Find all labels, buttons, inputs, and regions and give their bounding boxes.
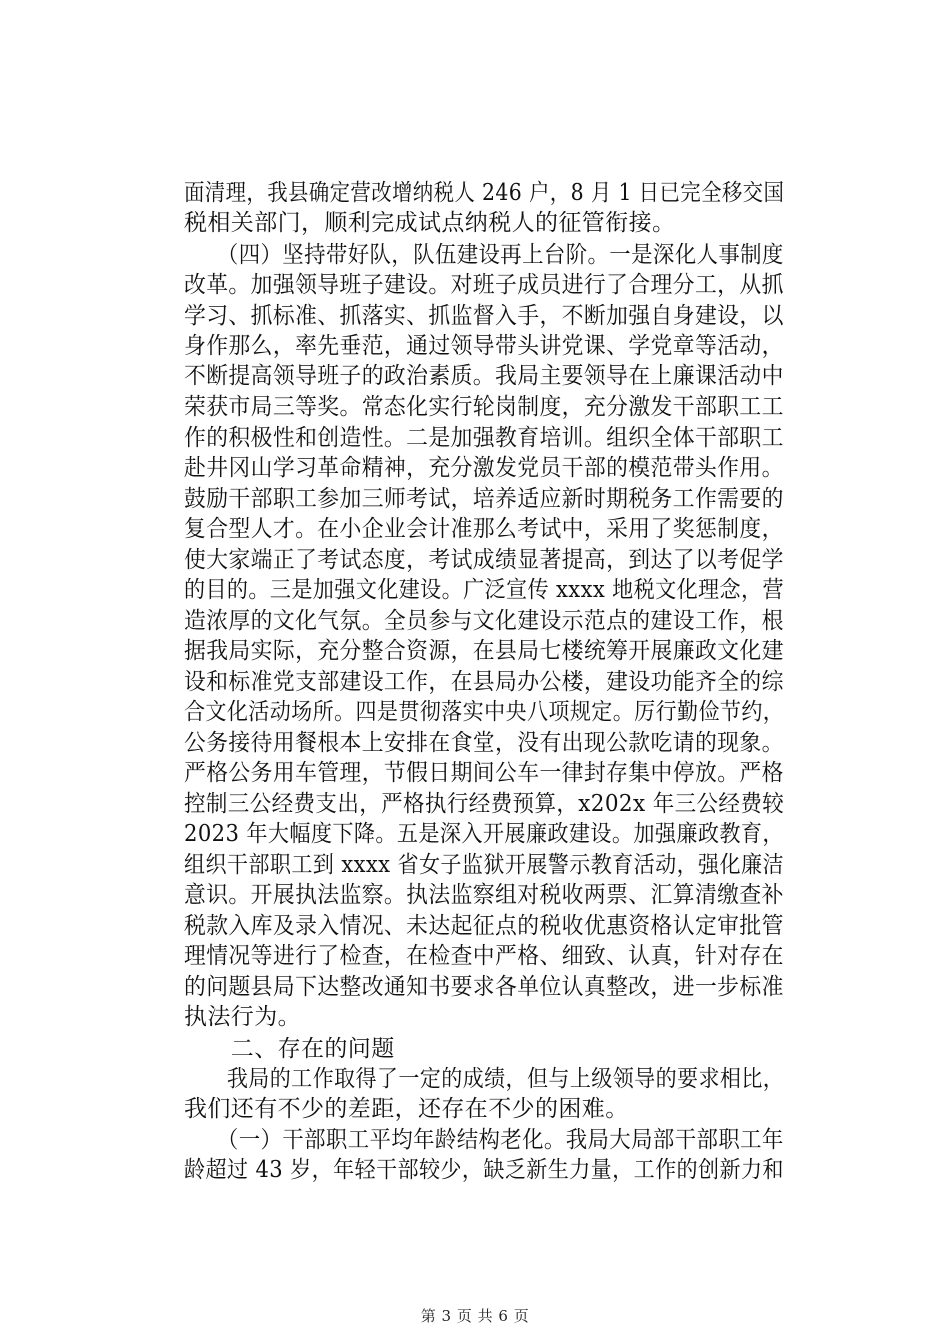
text-line: 使大家端正了考试态度，考试成绩显著提高，到达了以考促学 [184,547,784,573]
text-line: 的目的。三是加强文化建设。广泛宣传 xxxx 地税文化理念，营 [184,577,784,603]
text-line: 公务接待用餐根本上安排在食堂，没有出现公款吃请的现象。 [184,730,784,756]
text-line: （四）坚持带好队，队伍建设再上台阶。一是深化人事制度 [184,242,784,268]
text-line: 据我局实际，充分整合资源，在县局七楼统筹开展廉政文化建 [184,638,784,664]
page-footer: 第 3 页 共 6 页 [420,1307,530,1325]
text-line: 理情况等进行了检查，在检查中严格、细致、认真，针对存在 [184,943,784,969]
text-line: 的问题县局下达整改通知书要求各单位认真整改，进一步标准 [184,974,784,1000]
text-line: 设和标准党支部建设工作，在县局办公楼，建设功能齐全的综 [184,669,784,695]
text-line: 控制三公经费支出，严格执行经费预算，x202x 年三公经费较 [184,791,785,817]
text-line: 学习、抓标准、抓落实、抓监督入手，不断加强自身建设，以 [184,303,784,329]
section-heading: 二、存在的问题 [184,1036,395,1062]
text-line: 复合型人才。在小企业会计准那么考试中，采用了奖惩制度， [184,516,784,542]
text-line: （一）干部职工平均年龄结构老化。我局大局部干部职工年 [184,1127,784,1153]
text-line: 龄超过 43 岁，年轻干部较少，缺乏新生力量，工作的创新力和 [184,1157,784,1183]
text-line: 改革。加强领导班子建设。对班子成员进行了合理分工，从抓 [184,272,784,298]
text-line: 荣获市局三等奖。常态化实行轮岗制度，充分激发干部职工工 [184,394,784,420]
text-line: 造浓厚的文化气氛。全员参与文化建设示范点的建设工作，根 [184,608,784,634]
text-line: 面清理，我县确定营改增纳税人 246 户，8 月 1 日已完全移交国 [184,180,785,206]
text-line: 作的积极性和创造性。二是加强教育培训。组织全体干部职工 [184,425,784,451]
text-line: 严格公务用车管理，节假日期间公车一律封存集中停放。严格 [184,760,784,786]
text-line: 身作那么，率先垂范，通过领导带头讲党课、学党章等活动， [184,333,784,359]
text-line: 税相关部门，顺利完成试点纳税人的征管衔接。 [184,210,676,236]
text-line: 意识。开展执法监察。执法监察组对税收两票、汇算清缴查补 [184,882,784,908]
text-line: 不断提高领导班子的政治素质。我局主要领导在上廉课活动中 [184,363,784,389]
text-line: 鼓励干部职工参加三师考试，培养适应新时期税务工作需要的 [184,486,784,512]
text-line: 税款入库及录入情况、未达起征点的税收优惠资格认定审批管 [184,913,784,939]
text-line: 我们还有不少的差距，还存在不少的困难。 [184,1096,629,1122]
text-line: 合文化活动场所。四是贯彻落实中央八项规定。厉行勤俭节约， [184,699,785,725]
text-line: 我局的工作取得了一定的成绩，但与上级领导的要求相比， [184,1066,785,1092]
text-line: 执法行为。 [184,1004,301,1030]
text-line: 2023 年大幅度下降。五是深入开展廉政建设。加强廉政教育， [184,821,784,847]
text-line: 赴井冈山学习革命精神，充分激发党员干部的模范带头作用。 [184,455,784,481]
text-line: 组织干部职工到 xxxx 省女子监狱开展警示教育活动，强化廉洁 [184,852,784,878]
